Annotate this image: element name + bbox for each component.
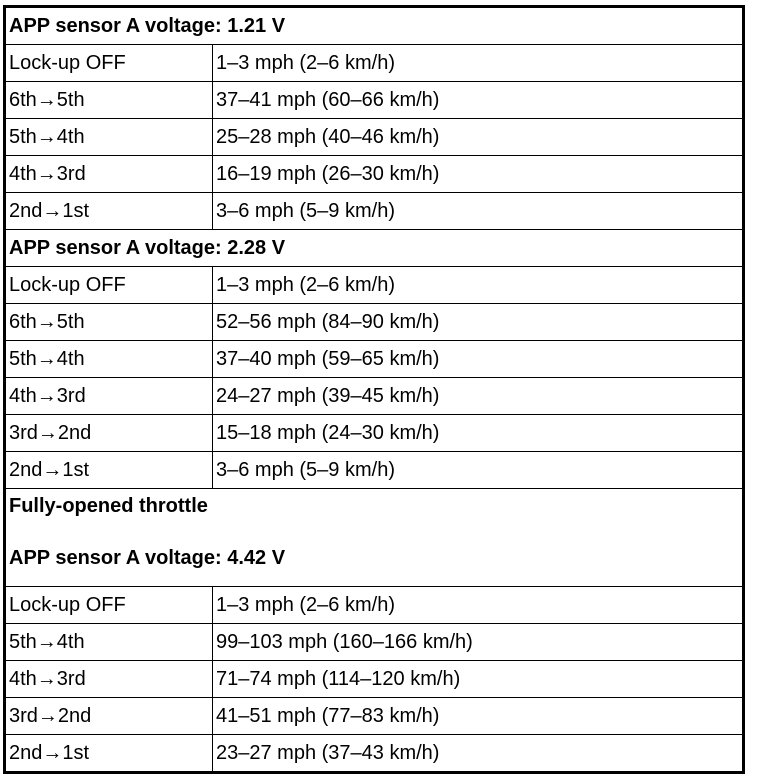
shift-speed-table — [3, 5, 745, 774]
speed-cell: 41–51 mph (77–83 km/h) — [213, 698, 744, 735]
table-row — [5, 193, 744, 230]
speed-cell: 1–3 mph (2–6 km/h) — [213, 267, 744, 304]
shift-cell: 3rd→2nd — [5, 415, 213, 452]
table-body — [5, 7, 744, 773]
section-header — [5, 489, 744, 587]
shift-cell: 4th→3rd — [5, 156, 213, 193]
shift-cell: 4th→3rd — [5, 661, 213, 698]
table-row — [5, 304, 744, 341]
shift-cell: 6th→5th — [5, 82, 213, 119]
speed-cell: 37–40 mph (59–65 km/h) — [213, 341, 744, 378]
speed-cell: 16–19 mph (26–30 km/h) — [213, 156, 744, 193]
table-row — [5, 267, 744, 304]
table-row — [5, 378, 744, 415]
speed-cell: 71–74 mph (114–120 km/h) — [213, 661, 744, 698]
shift-cell: 5th→4th — [5, 341, 213, 378]
section-header-line: APP sensor A voltage: 4.42 V — [9, 547, 286, 569]
speed-cell: 3–6 mph (5–9 km/h) — [213, 193, 744, 230]
shift-speed-document — [3, 5, 742, 774]
table-row — [5, 698, 744, 735]
section-header-row — [5, 7, 744, 45]
shift-cell: Lock-up OFF — [5, 267, 213, 304]
speed-cell: 1–3 mph (2–6 km/h) — [213, 45, 744, 82]
table-row — [5, 587, 744, 624]
table-row — [5, 45, 744, 82]
shift-cell: 2nd→1st — [5, 735, 213, 773]
speed-cell: 15–18 mph (24–30 km/h) — [213, 415, 744, 452]
shift-cell: 6th→5th — [5, 304, 213, 341]
section-header-row — [5, 230, 744, 267]
speed-cell: 52–56 mph (84–90 km/h) — [213, 304, 744, 341]
speed-cell: 3–6 mph (5–9 km/h) — [213, 452, 744, 489]
table-row — [5, 452, 744, 489]
table-row — [5, 156, 744, 193]
speed-cell: 24–27 mph (39–45 km/h) — [213, 378, 744, 415]
table-row — [5, 415, 744, 452]
section-header: APP sensor A voltage: 1.21 V — [5, 7, 744, 45]
table-row — [5, 119, 744, 156]
section-header-line: Fully-opened throttle — [9, 495, 208, 517]
shift-cell: Lock-up OFF — [5, 45, 213, 82]
speed-cell: 25–28 mph (40–46 km/h) — [213, 119, 744, 156]
speed-cell: 1–3 mph (2–6 km/h) — [213, 587, 744, 624]
speed-cell: 23–27 mph (37–43 km/h) — [213, 735, 744, 773]
section-header-row — [5, 489, 744, 587]
speed-cell: 99–103 mph (160–166 km/h) — [213, 624, 744, 661]
shift-cell: 3rd→2nd — [5, 698, 213, 735]
table-row — [5, 624, 744, 661]
table-row — [5, 82, 744, 119]
speed-cell: 37–41 mph (60–66 km/h) — [213, 82, 744, 119]
table-row — [5, 341, 744, 378]
table-row — [5, 661, 744, 698]
shift-cell: 2nd→1st — [5, 452, 213, 489]
section-header: APP sensor A voltage: 2.28 V — [5, 230, 744, 267]
shift-cell: 2nd→1st — [5, 193, 213, 230]
shift-cell: 5th→4th — [5, 119, 213, 156]
table-row — [5, 735, 744, 773]
shift-cell: Lock-up OFF — [5, 587, 213, 624]
shift-cell: 4th→3rd — [5, 378, 213, 415]
shift-cell: 5th→4th — [5, 624, 213, 661]
